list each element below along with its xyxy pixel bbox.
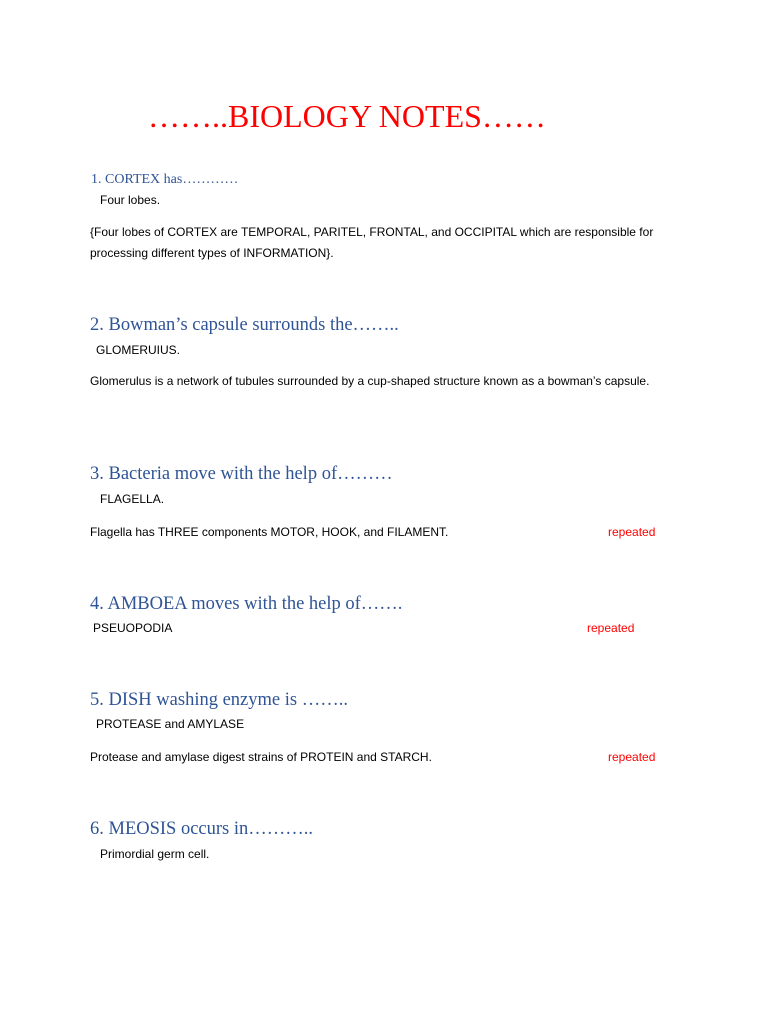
page-title: ……..BIOLOGY NOTES……: [148, 98, 546, 134]
note-4-repeated-tag: repeated: [587, 621, 635, 635]
note-5-question: 5. DISH washing enzyme is ……..: [90, 690, 348, 710]
note-4-question: 4. AMBOEA moves with the help of…….: [90, 594, 403, 614]
note-5-repeated-tag: repeated: [608, 750, 656, 764]
note-2-explanation: Glomerulus is a network of tubules surrounded by a cup-shaped structure known as a bowman’s capsule.: [90, 374, 650, 388]
note-1-answer: Four lobes.: [100, 193, 161, 207]
note-2-question: 2. Bowman’s capsule surrounds the……..: [90, 315, 399, 335]
note-5-explanation: Protease and amylase digest strains of PROTEIN and STARCH.: [90, 750, 432, 764]
note-1-explanation: {Four lobes of CORTEX are TEMPORAL, PARITEL, FRONTAL, and OCCIPITAL which are responsible for processing different types of INFORMATION}.: [90, 225, 654, 260]
note-6-answer: Primordial germ cell.: [100, 847, 210, 861]
note-3-answer: FLAGELLA.: [100, 492, 165, 506]
note-2-answer: GLOMERUIUS.: [96, 343, 181, 357]
note-3-repeated-tag: repeated: [608, 525, 656, 539]
note-4-answer: PSEUOPODIA: [93, 621, 173, 635]
note-6-question: 6. MEOSIS occurs in………..: [90, 819, 314, 839]
note-1-question: 1. CORTEX has…………: [91, 172, 239, 187]
note-3-explanation: Flagella has THREE components MOTOR, HOOK, and FILAMENT.: [90, 525, 449, 539]
note-5-answer: PROTEASE and AMYLASE: [96, 717, 245, 731]
note-3-question: 3. Bacteria move with the help of………: [90, 464, 393, 484]
